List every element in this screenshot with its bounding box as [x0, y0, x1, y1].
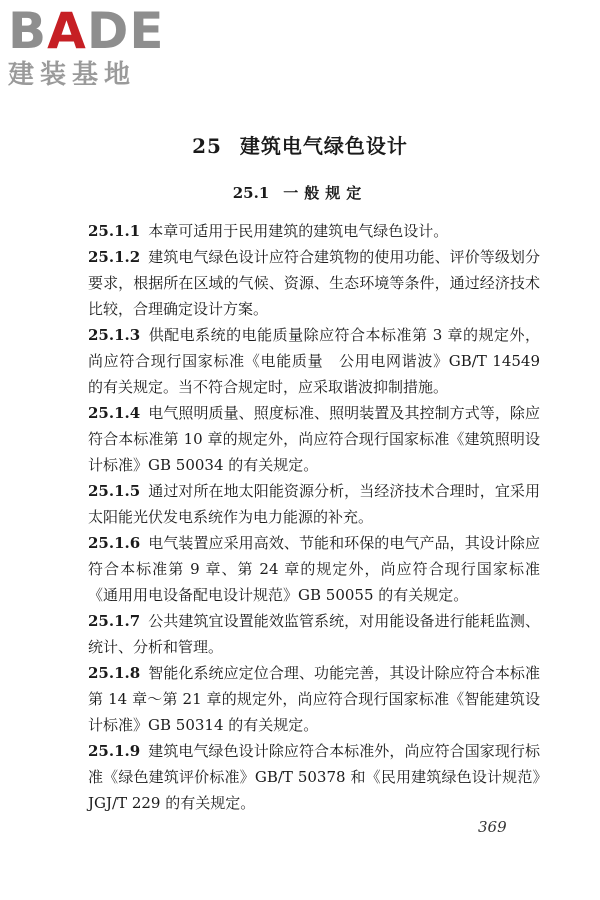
logo-mark-accent: A	[47, 2, 87, 60]
section-number: 25.1	[232, 184, 270, 202]
page-number: 369	[478, 818, 507, 836]
logo-wordmark	[8, 4, 178, 58]
clause-text: 建筑电气绿色设计应符合建筑物的使用功能、评价等级划分要求，根据所在区域的气候、资源、生态环境等条件，通过经济技术比较，合理确定设计方案。	[88, 248, 540, 318]
clause-text: 供配电系统的电能质量除应符合本标准第 3 章的规定外，尚应符合现行国家标准《电能质量 公用电网谐波》GB/T 14549 的有关规定。当不符合规定时，应采取谐波抑制措施。	[88, 326, 540, 396]
clause-text: 建筑电气绿色设计除应符合本标准外，尚应符合国家现行标准《绿色建筑评价标准》GB/T 50378 和《民用建筑绿色设计规范》JGJ/T 229 的有关规定。	[88, 742, 540, 812]
clause-text: 电气照明质量、照度标准、照明装置及其控制方式等，除应符合本标准第 10 章的规定外，尚应符合现行国家标准《建筑照明设计标准》GB 50034 的有关规定。	[88, 404, 540, 474]
clause	[88, 478, 540, 530]
logo-mark-prefix: B	[8, 2, 48, 60]
chapter-number: 25	[192, 134, 222, 158]
clause	[88, 660, 540, 738]
clause	[88, 244, 540, 322]
clause-number: 25.1.4	[88, 404, 141, 422]
clause-number: 25.1.8	[88, 664, 141, 682]
clause	[88, 322, 540, 400]
logo-mark-suffix: DE	[86, 2, 165, 60]
logo-subtitle: 建装基地	[8, 60, 137, 90]
clause	[88, 400, 540, 478]
clause-number: 25.1.1	[88, 222, 141, 240]
clause-number: 25.1.9	[88, 742, 141, 760]
clause	[88, 218, 540, 244]
clause-number: 25.1.7	[88, 612, 141, 630]
chapter-title	[0, 130, 600, 159]
section-title-text: 一般规定	[283, 184, 368, 202]
clause-text: 通过对所在地太阳能资源分析，当经济技术合理时，宜采用太阳能光伏发电系统作为电力能源的补充。	[88, 482, 540, 526]
clause-number: 25.1.2	[88, 248, 141, 266]
clause-number: 25.1.6	[88, 534, 141, 552]
clause-list	[88, 218, 540, 816]
chapter-title-text: 建筑电气绿色设计	[239, 134, 408, 158]
clause-text: 电气装置应采用高效、节能和环保的电气产品，其设计除应符合本标准第 9 章、第 24 章的规定外，尚应符合现行国家标准《通用用电设备配电设计规范》GB 50055 的有关规定。	[88, 534, 540, 604]
clause	[88, 608, 540, 660]
clause-number: 25.1.5	[88, 482, 141, 500]
clause	[88, 738, 540, 816]
clause-text: 公共建筑宜设置能效监管系统，对用能设备进行能耗监测、统计、分析和管理。	[88, 612, 540, 656]
clause	[88, 530, 540, 608]
clause-text: 智能化系统应定位合理、功能完善，其设计除应符合本标准第 14 章～第 21 章的规定外，尚应符合现行国家标准《智能建筑设计标准》GB 50314 的有关规定。	[88, 664, 540, 734]
section-title	[0, 182, 600, 203]
clause-text: 本章可适用于民用建筑的建筑电气绿色设计。	[148, 222, 449, 240]
brand-logo	[8, 4, 178, 96]
clause-number: 25.1.3	[88, 326, 141, 344]
